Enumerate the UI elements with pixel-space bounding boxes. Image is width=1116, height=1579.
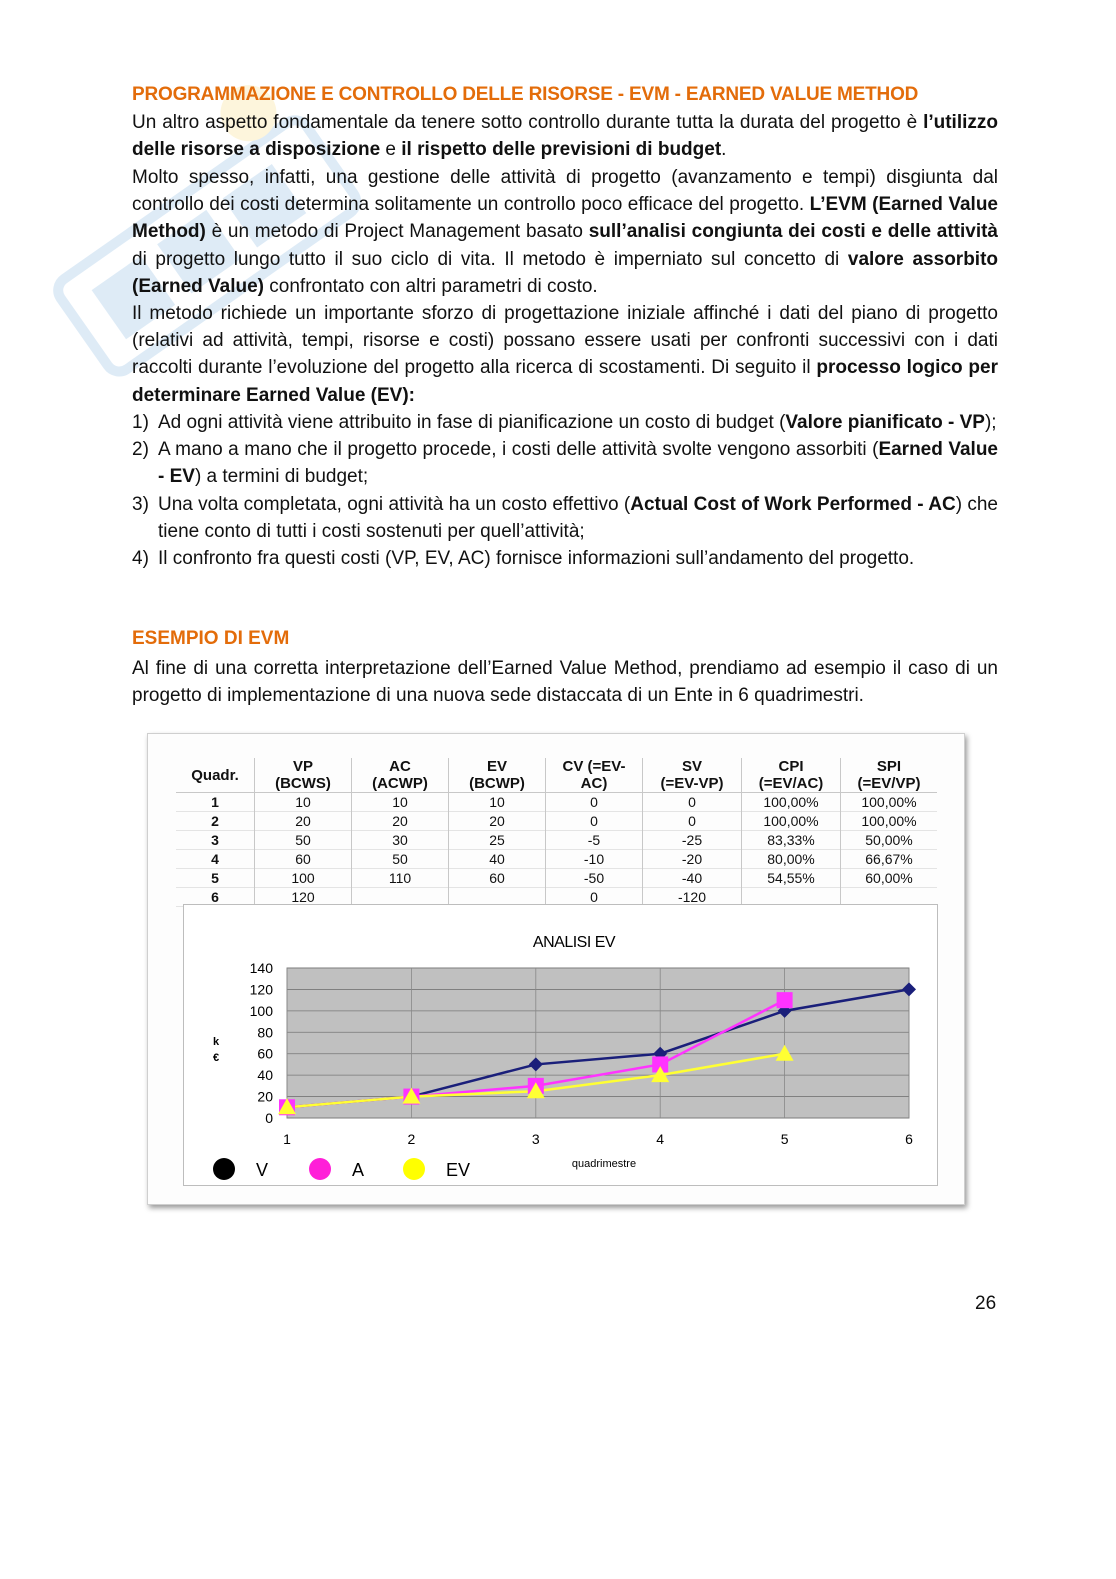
table-cell: -50 xyxy=(546,869,643,888)
table-cell: 20 xyxy=(255,812,352,831)
table-row xyxy=(176,831,937,850)
legend-label-ev: EV xyxy=(446,1160,471,1180)
table-cell: 0 xyxy=(546,793,643,812)
table-cell: 110 xyxy=(352,869,449,888)
evm-table xyxy=(176,758,937,907)
table-cell: 80,00% xyxy=(742,850,841,869)
paragraph-intro: Un altro aspetto fondamentale da tenere sotto controllo durante tutta la durata del progetto è l’utilizzo delle risorse a disposizione e il rispetto delle previsioni di budget. xyxy=(132,112,998,161)
table-cell: 20 xyxy=(352,812,449,831)
table-cell: 60,00% xyxy=(865,869,913,886)
table-cell: -20 xyxy=(643,850,742,869)
y-tick-label: 0 xyxy=(265,1110,273,1126)
table-cell: 0 xyxy=(643,812,742,831)
list-item: 2) A mano a mano che il progetto procede, i costi delle attività svolte vengono assorbiti (Earned Value - EV) a termini di budget; xyxy=(132,439,998,488)
table-header-spi: SPI (=EV/VP) xyxy=(841,758,938,793)
legend-label-a: A xyxy=(352,1160,365,1180)
legend-marker-v xyxy=(213,1158,235,1180)
table-cell: -40 xyxy=(643,869,742,888)
table-row xyxy=(176,850,937,869)
table-cell: 6 xyxy=(176,888,255,907)
evm-chart xyxy=(184,905,937,1185)
y-tick-label: 20 xyxy=(257,1088,273,1105)
table-cell: 50 xyxy=(255,831,352,850)
table-cell: 100,00% xyxy=(742,812,841,831)
table-header-sv: SV (=EV-VP) xyxy=(643,758,742,793)
table-cell: 100,00% xyxy=(861,812,917,829)
process-list xyxy=(132,409,998,572)
data-point-a xyxy=(777,992,793,1008)
x-axis-label: quadrimestre xyxy=(571,1158,637,1170)
x-tick-label: 6 xyxy=(905,1131,913,1147)
table-cell: 2 xyxy=(176,812,255,831)
x-tick-label: 4 xyxy=(656,1131,665,1147)
table-header-cv: CV (=EV- AC) xyxy=(546,758,643,793)
table-cell: 0 xyxy=(546,888,643,907)
table-row xyxy=(176,812,937,831)
paragraph-method: Il metodo richiede un importante sforzo di progettazione iniziale affinché i dati del piano di progetto (relativi ad attività, tempi, risorse e costi) possano essere usati per confronti successivi con i dati raccolti durante l’evoluzione del progetto alla ricerca di scostamenti. Di seguito il processo logico per determinare Earned Value (EV): xyxy=(132,303,998,406)
table-cell: 0 xyxy=(643,793,742,812)
page-number: 26 xyxy=(975,1293,997,1314)
plot-area xyxy=(287,968,909,1118)
y-tick-label: 80 xyxy=(257,1024,273,1041)
y-tick-label: 120 xyxy=(249,981,273,998)
table-header-quadr: Quadr. xyxy=(176,758,255,793)
table-cell: 100,00% xyxy=(861,793,917,810)
y-tick-label: 140 xyxy=(249,960,273,976)
table-header-ac: AC (ACWP) xyxy=(352,758,449,793)
table-cell: 3 xyxy=(176,831,255,850)
section-title-evm: PROGRAMMAZIONE E CONTROLLO DELLE RISORSE - EVM - EARNED VALUE METHOD xyxy=(132,84,919,105)
table-cell: 4 xyxy=(176,850,255,869)
chart-title: ANALISI EV xyxy=(532,934,616,951)
table-cell: -120 xyxy=(643,888,742,907)
table-cell: 1 xyxy=(176,793,255,812)
table-cell: 66,67% xyxy=(865,850,913,867)
table-cell: 20 xyxy=(449,812,546,831)
chart-container xyxy=(183,904,938,1186)
y-tick-label: 40 xyxy=(257,1067,273,1084)
y-tick-label: 60 xyxy=(257,1045,273,1062)
table-cell: 5 xyxy=(176,869,255,888)
table-cell: 10 xyxy=(255,793,352,812)
table-cell: 100,00% xyxy=(742,793,841,812)
table-cell: 54,55% xyxy=(742,869,841,888)
y-tick-label: 100 xyxy=(249,1002,273,1019)
table-cell: 50,00% xyxy=(865,831,913,848)
evm-figure xyxy=(147,733,965,1205)
table-cell: -5 xyxy=(546,831,643,850)
paragraph-example: Al fine di una corretta interpretazione dell’Earned Value Method, prendiamo ad esempio il caso di un progetto di implementazione di una nuova sede distaccata di un Ente in 6 quadrimestri. xyxy=(132,658,998,707)
x-tick-label: 3 xyxy=(531,1131,540,1147)
table-header-vp: VP (BCWS) xyxy=(255,758,352,793)
table-cell: 50 xyxy=(352,850,449,869)
table-header-ev: EV (BCWP) xyxy=(449,758,546,793)
table-cell: 120 xyxy=(255,888,352,907)
table-cell: 0 xyxy=(546,812,643,831)
table-row xyxy=(176,869,937,888)
table-cell: -10 xyxy=(546,850,643,869)
section-title-example: ESEMPIO DI EVM xyxy=(132,628,290,649)
y-axis-label-line2: € xyxy=(212,1052,220,1064)
list-item: 3) Una volta completata, ogni attività ha un costo effettivo (Actual Cost of Work Performed - AC) che tiene conto di tutti i costi sostenuti per quell’attività; xyxy=(132,493,998,542)
legend-marker-a xyxy=(309,1158,331,1180)
x-tick-label: 2 xyxy=(407,1131,416,1147)
table-header-cpi: CPI (=EV/AC) xyxy=(742,758,841,793)
x-tick-label: 1 xyxy=(283,1131,291,1147)
table-cell: -25 xyxy=(643,831,742,850)
table-cell: 10 xyxy=(449,793,546,812)
table-cell: 30 xyxy=(352,831,449,850)
table-cell: 10 xyxy=(352,793,449,812)
table-cell: 60 xyxy=(255,850,352,869)
table-cell: 83,33% xyxy=(742,831,841,850)
y-axis-label-line1: k xyxy=(212,1036,220,1048)
table-cell: 25 xyxy=(449,831,546,850)
paragraph-evm-definition: Molto spesso, infatti, una gestione delle attività di progetto (avanzamento e tempi) disgiunta dal controllo dei costi determina solitamente un controllo poco efficace del progetto. L’EVM (Earned Value Method) è un metodo di Project Management basato sull’analisi congiunta dei costi e delle attività di progetto lungo tutto il suo ciclo di vita. Il metodo è imperniato sul concetto di valore assorbito (Earned Value) confrontato con altri parametri di costo. xyxy=(132,167,999,297)
x-tick-label: 5 xyxy=(780,1131,789,1147)
table-cell: 40 xyxy=(449,850,546,869)
table-header-row xyxy=(176,758,937,793)
legend-label-v: V xyxy=(256,1160,269,1180)
table-cell: 100 xyxy=(255,869,352,888)
table-row xyxy=(176,793,937,812)
list-item: 4) Il confronto fra questi costi (VP, EV, AC) fornisce informazioni sull’andamento del progetto. xyxy=(132,548,915,570)
table-cell: 60 xyxy=(449,869,546,888)
list-item: 1) Ad ogni attività viene attribuito in fase di pianificazione un costo di budget (Valore pianificato - VP); xyxy=(132,412,997,433)
legend-marker-ev xyxy=(403,1158,425,1180)
